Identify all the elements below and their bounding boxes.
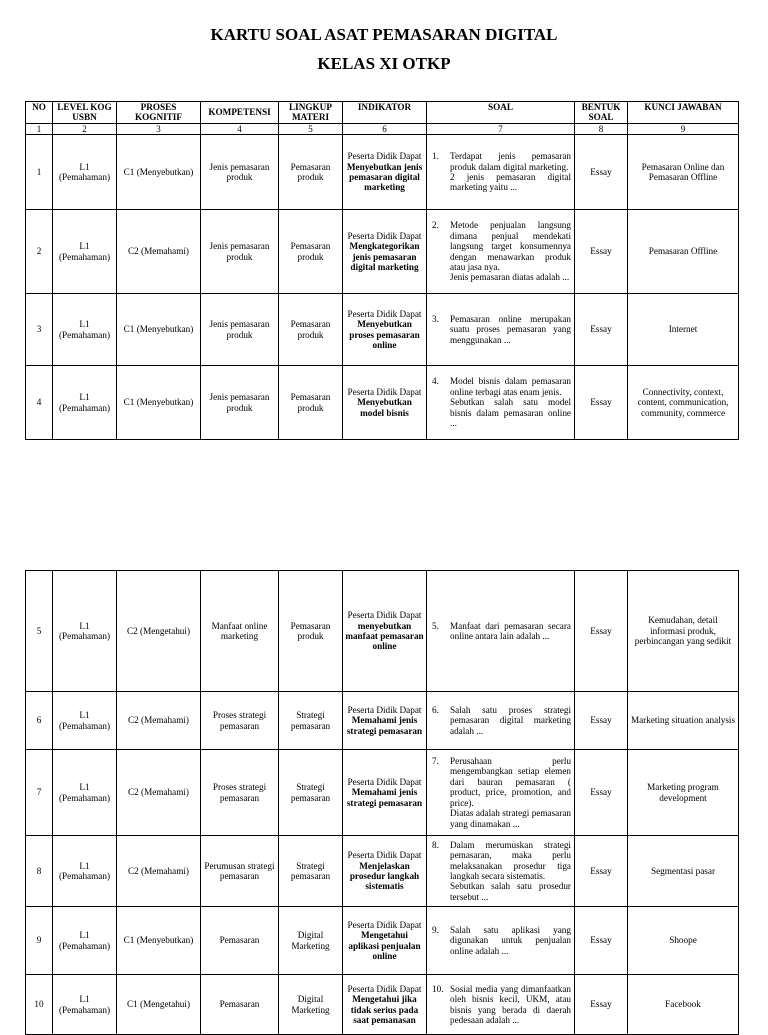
row-lingkup: Strategi pemasaran <box>279 836 343 907</box>
row-no: 5 <box>26 571 53 692</box>
col-number: 9 <box>628 124 739 135</box>
row-kunci: Facebook <box>628 975 739 1035</box>
col-number: 3 <box>117 124 201 135</box>
table-row <box>26 692 739 750</box>
row-bentuk: Essay <box>575 294 628 366</box>
indikator-text: Mengetahui aplikasi penjualan online <box>348 930 421 961</box>
question-number: 4. <box>432 376 439 387</box>
row-kunci: Kemudahan, detail informasi produk, perbincangan yang sedikit <box>628 571 739 692</box>
row-soal <box>427 135 575 210</box>
row-kompetensi: Manfaat online marketing <box>201 571 279 692</box>
row-soal <box>427 571 575 692</box>
question-text: Pemasaran online merupakan suatu proses pemasaran yang menggunakan ... <box>450 313 571 345</box>
row-bentuk: Essay <box>575 750 628 836</box>
table-row <box>26 907 739 975</box>
row-no: 8 <box>26 836 53 907</box>
indikator-text: Memahami jenis strategi pemasaran <box>346 787 423 808</box>
indikator-text: Mengkategorikan jenis pemasaran digital marketing <box>349 241 420 272</box>
row-kunci: Shoope <box>628 907 739 975</box>
question-number: 6. <box>432 704 439 715</box>
question-text: Perusahaan perlu mengembangkan setiap elemen dari bauran pemasaran ( product, price, promotion, and price). Diatas adalah strategi pemasaran yang dinamakan ... <box>450 756 571 829</box>
indikator-text: Memahami jenis strategi pemasaran <box>346 715 423 736</box>
row-kompetensi: Jenis pemasaran produk <box>201 135 279 210</box>
row-indikator <box>343 294 427 366</box>
row-level: L1 (Pemahaman) <box>53 135 117 210</box>
header-level: LEVEL KOG USBN <box>53 102 117 124</box>
row-proses: C2 (Memahami) <box>117 210 201 294</box>
row-indikator <box>343 210 427 294</box>
row-kompetensi: Jenis pemasaran produk <box>201 294 279 366</box>
row-proses: C1 (Menyebutkan) <box>117 366 201 440</box>
indikator-prefix: Peserta Didik Dapat <box>347 850 422 861</box>
row-kunci: Internet <box>628 294 739 366</box>
question-text: Terdapat jenis pemasaran produk dalam digital marketing. 2 jenis pemasaran digital marketing yaitu ... <box>450 151 571 193</box>
row-no: 9 <box>26 907 53 975</box>
question-number: 9. <box>432 924 439 935</box>
row-soal <box>427 210 575 294</box>
row-soal <box>427 692 575 750</box>
row-soal <box>427 907 575 975</box>
row-kunci: Connectivity, context, content, communication, community, commerce <box>628 366 739 440</box>
indikator-prefix: Peserta Didik Dapat <box>347 386 422 397</box>
row-proses: C1 (Menyebutkan) <box>117 135 201 210</box>
row-level: L1 (Pemahaman) <box>53 294 117 366</box>
row-kompetensi: Pemasaran <box>201 975 279 1035</box>
header-no: NO <box>26 102 53 124</box>
header-bentuk: BENTUK SOAL <box>575 102 628 124</box>
question-text: Sosial media yang dimanfaatkan oleh bisnis kecil, UKM, atau bisnis yang berada di daerah pedesaan adalah ... <box>450 983 571 1025</box>
row-no: 1 <box>26 135 53 210</box>
row-indikator <box>343 907 427 975</box>
row-bentuk: Essay <box>575 571 628 692</box>
indikator-text: Menyebutkan model bisnis <box>357 397 412 418</box>
row-bentuk: Essay <box>575 366 628 440</box>
indikator-text: Menyebutkan proses pemasaran online <box>349 319 420 350</box>
table-row <box>26 366 739 440</box>
row-kompetensi: Jenis pemasaran produk <box>201 210 279 294</box>
row-kompetensi: Perumusan strategi pemasaran <box>201 836 279 907</box>
indikator-prefix: Peserta Didik Dapat <box>347 919 422 930</box>
col-number: 7 <box>427 124 575 135</box>
row-proses: C1 (Menyebutkan) <box>117 294 201 366</box>
row-proses: C1 (Mengetahui) <box>117 975 201 1035</box>
question-number: 7. <box>432 756 439 767</box>
question-number: 3. <box>432 313 439 324</box>
row-kunci: Pemasaran Online dan Pemasaran Offline <box>628 135 739 210</box>
indikator-prefix: Peserta Didik Dapat <box>347 704 422 715</box>
row-proses: C1 (Menyebutkan) <box>117 907 201 975</box>
row-lingkup: Digital Marketing <box>279 907 343 975</box>
question-text: Metode penjualan langsung dimana penjual mendekati langsung target konsumennya dengan menawarkan produk atau jasa nya. Jenis pemasaran diatas adalah ... <box>450 220 571 283</box>
row-soal <box>427 294 575 366</box>
row-level: L1 (Pemahaman) <box>53 571 117 692</box>
indikator-prefix: Peserta Didik Dapat <box>347 308 422 319</box>
row-level: L1 (Pemahaman) <box>53 750 117 836</box>
row-no: 10 <box>26 975 53 1035</box>
header-lingkup: LINGKUP MATERI <box>279 102 343 124</box>
question-card-table-2 <box>25 570 739 1035</box>
row-kompetensi: Proses strategi pemasaran <box>201 692 279 750</box>
header-soal: SOAL <box>427 102 575 124</box>
row-indikator <box>343 135 427 210</box>
row-bentuk: Essay <box>575 692 628 750</box>
table-row <box>26 210 739 294</box>
row-kompetensi: Proses strategi pemasaran <box>201 750 279 836</box>
document-subtitle: KELAS XI OTKP <box>317 54 451 73</box>
col-number: 4 <box>201 124 279 135</box>
table-row <box>26 135 739 210</box>
row-indikator <box>343 366 427 440</box>
question-number: 5. <box>432 620 439 631</box>
row-soal <box>427 836 575 907</box>
col-number: 6 <box>343 124 427 135</box>
row-lingkup: Pemasaran produk <box>279 210 343 294</box>
question-text: Salah satu proses strategi pemasaran digital marketing adalah ... <box>450 704 571 736</box>
table-row <box>26 571 739 692</box>
row-lingkup: Strategi pemasaran <box>279 750 343 836</box>
col-number: 2 <box>53 124 117 135</box>
row-kunci: Segmentasi pasar <box>628 836 739 907</box>
row-indikator <box>343 975 427 1035</box>
row-indikator <box>343 836 427 907</box>
indikator-prefix: Peserta Didik Dapat <box>347 776 422 787</box>
row-level: L1 (Pemahaman) <box>53 210 117 294</box>
row-lingkup: Strategi pemasaran <box>279 692 343 750</box>
row-proses: C2 (Memahami) <box>117 692 201 750</box>
question-card-table-1 <box>25 101 739 440</box>
row-indikator <box>343 750 427 836</box>
row-level: L1 (Pemahaman) <box>53 907 117 975</box>
row-kunci: Pemasaran Offline <box>628 210 739 294</box>
row-no: 3 <box>26 294 53 366</box>
row-proses: C2 (Memahami) <box>117 836 201 907</box>
indikator-prefix: Peserta Didik Dapat <box>347 230 422 241</box>
header-kunci: KUNCI JAWABAN <box>628 102 739 124</box>
row-bentuk: Essay <box>575 836 628 907</box>
indikator-prefix: Peserta Didik Dapat <box>347 983 422 994</box>
table-row <box>26 836 739 907</box>
row-no: 2 <box>26 210 53 294</box>
row-indikator <box>343 571 427 692</box>
row-lingkup: Pemasaran produk <box>279 366 343 440</box>
row-bentuk: Essay <box>575 210 628 294</box>
row-bentuk: Essay <box>575 975 628 1035</box>
question-text: Manfaat dari pemasaran secara online antara lain adalah ... <box>450 620 571 641</box>
header-indikator: INDIKATOR <box>343 102 427 124</box>
col-number: 1 <box>26 124 53 135</box>
row-no: 6 <box>26 692 53 750</box>
question-number: 10. <box>432 983 444 994</box>
indikator-prefix: Peserta Didik Dapat <box>347 610 422 621</box>
row-lingkup: Pemasaran produk <box>279 571 343 692</box>
question-number: 1. <box>432 151 439 162</box>
question-number: 2. <box>432 220 439 231</box>
table-row <box>26 975 739 1035</box>
row-kunci: Marketing situation analysis <box>628 692 739 750</box>
row-level: L1 (Pemahaman) <box>53 692 117 750</box>
row-kunci: Marketing program development <box>628 750 739 836</box>
row-indikator <box>343 692 427 750</box>
row-level: L1 (Pemahaman) <box>53 975 117 1035</box>
row-soal <box>427 366 575 440</box>
header-kompetensi: KOMPETENSI <box>201 102 279 124</box>
row-kompetensi: Pemasaran <box>201 907 279 975</box>
row-bentuk: Essay <box>575 907 628 975</box>
row-kompetensi: Jenis pemasaran produk <box>201 366 279 440</box>
indikator-prefix: Peserta Didik Dapat <box>347 151 422 162</box>
row-soal <box>427 750 575 836</box>
row-no: 4 <box>26 366 53 440</box>
question-text: Dalam merumuskan strategi pemasaran, maka perlu melaksanakan prosedur tiga langkah secara sistematis. Sebutkan salah satu prosedur tersebut ... <box>450 839 571 902</box>
document-title: KARTU SOAL ASAT PEMASARAN DIGITAL <box>210 25 558 44</box>
row-lingkup: Pemasaran produk <box>279 294 343 366</box>
header-proses: PROSES KOGNITIF <box>117 102 201 124</box>
indikator-text: Menyebutkan jenis pemasaran digital marketing <box>346 161 423 193</box>
row-soal <box>427 975 575 1035</box>
row-bentuk: Essay <box>575 135 628 210</box>
row-proses: C2 (Memahami) <box>117 750 201 836</box>
row-proses: C2 (Mengetahui) <box>117 571 201 692</box>
row-no: 7 <box>26 750 53 836</box>
indikator-text: Mengetahui jika tidak serius pada saat pemanasan <box>350 994 419 1025</box>
table-row <box>26 294 739 366</box>
question-number: 8. <box>432 839 439 850</box>
question-text: Model bisnis dalam pemasaran online terbagi atas enam jenis. Sebutkan salah satu model bisnis dalam pemasaran online ... <box>450 376 571 429</box>
indikator-text: Menjelaskan prosedur langkah sistematis <box>349 860 420 892</box>
col-number: 5 <box>279 124 343 135</box>
col-number: 8 <box>575 124 628 135</box>
question-text: Salah satu aplikasi yang digunakan untuk penjualan online adalah ... <box>450 924 571 956</box>
row-level: L1 (Pemahaman) <box>53 366 117 440</box>
row-lingkup: Pemasaran produk <box>279 135 343 210</box>
row-lingkup: Digital Marketing <box>279 975 343 1035</box>
indikator-text: menyebutkan manfaat pemasaran online <box>345 620 424 652</box>
table-row <box>26 750 739 836</box>
row-level: L1 (Pemahaman) <box>53 836 117 907</box>
